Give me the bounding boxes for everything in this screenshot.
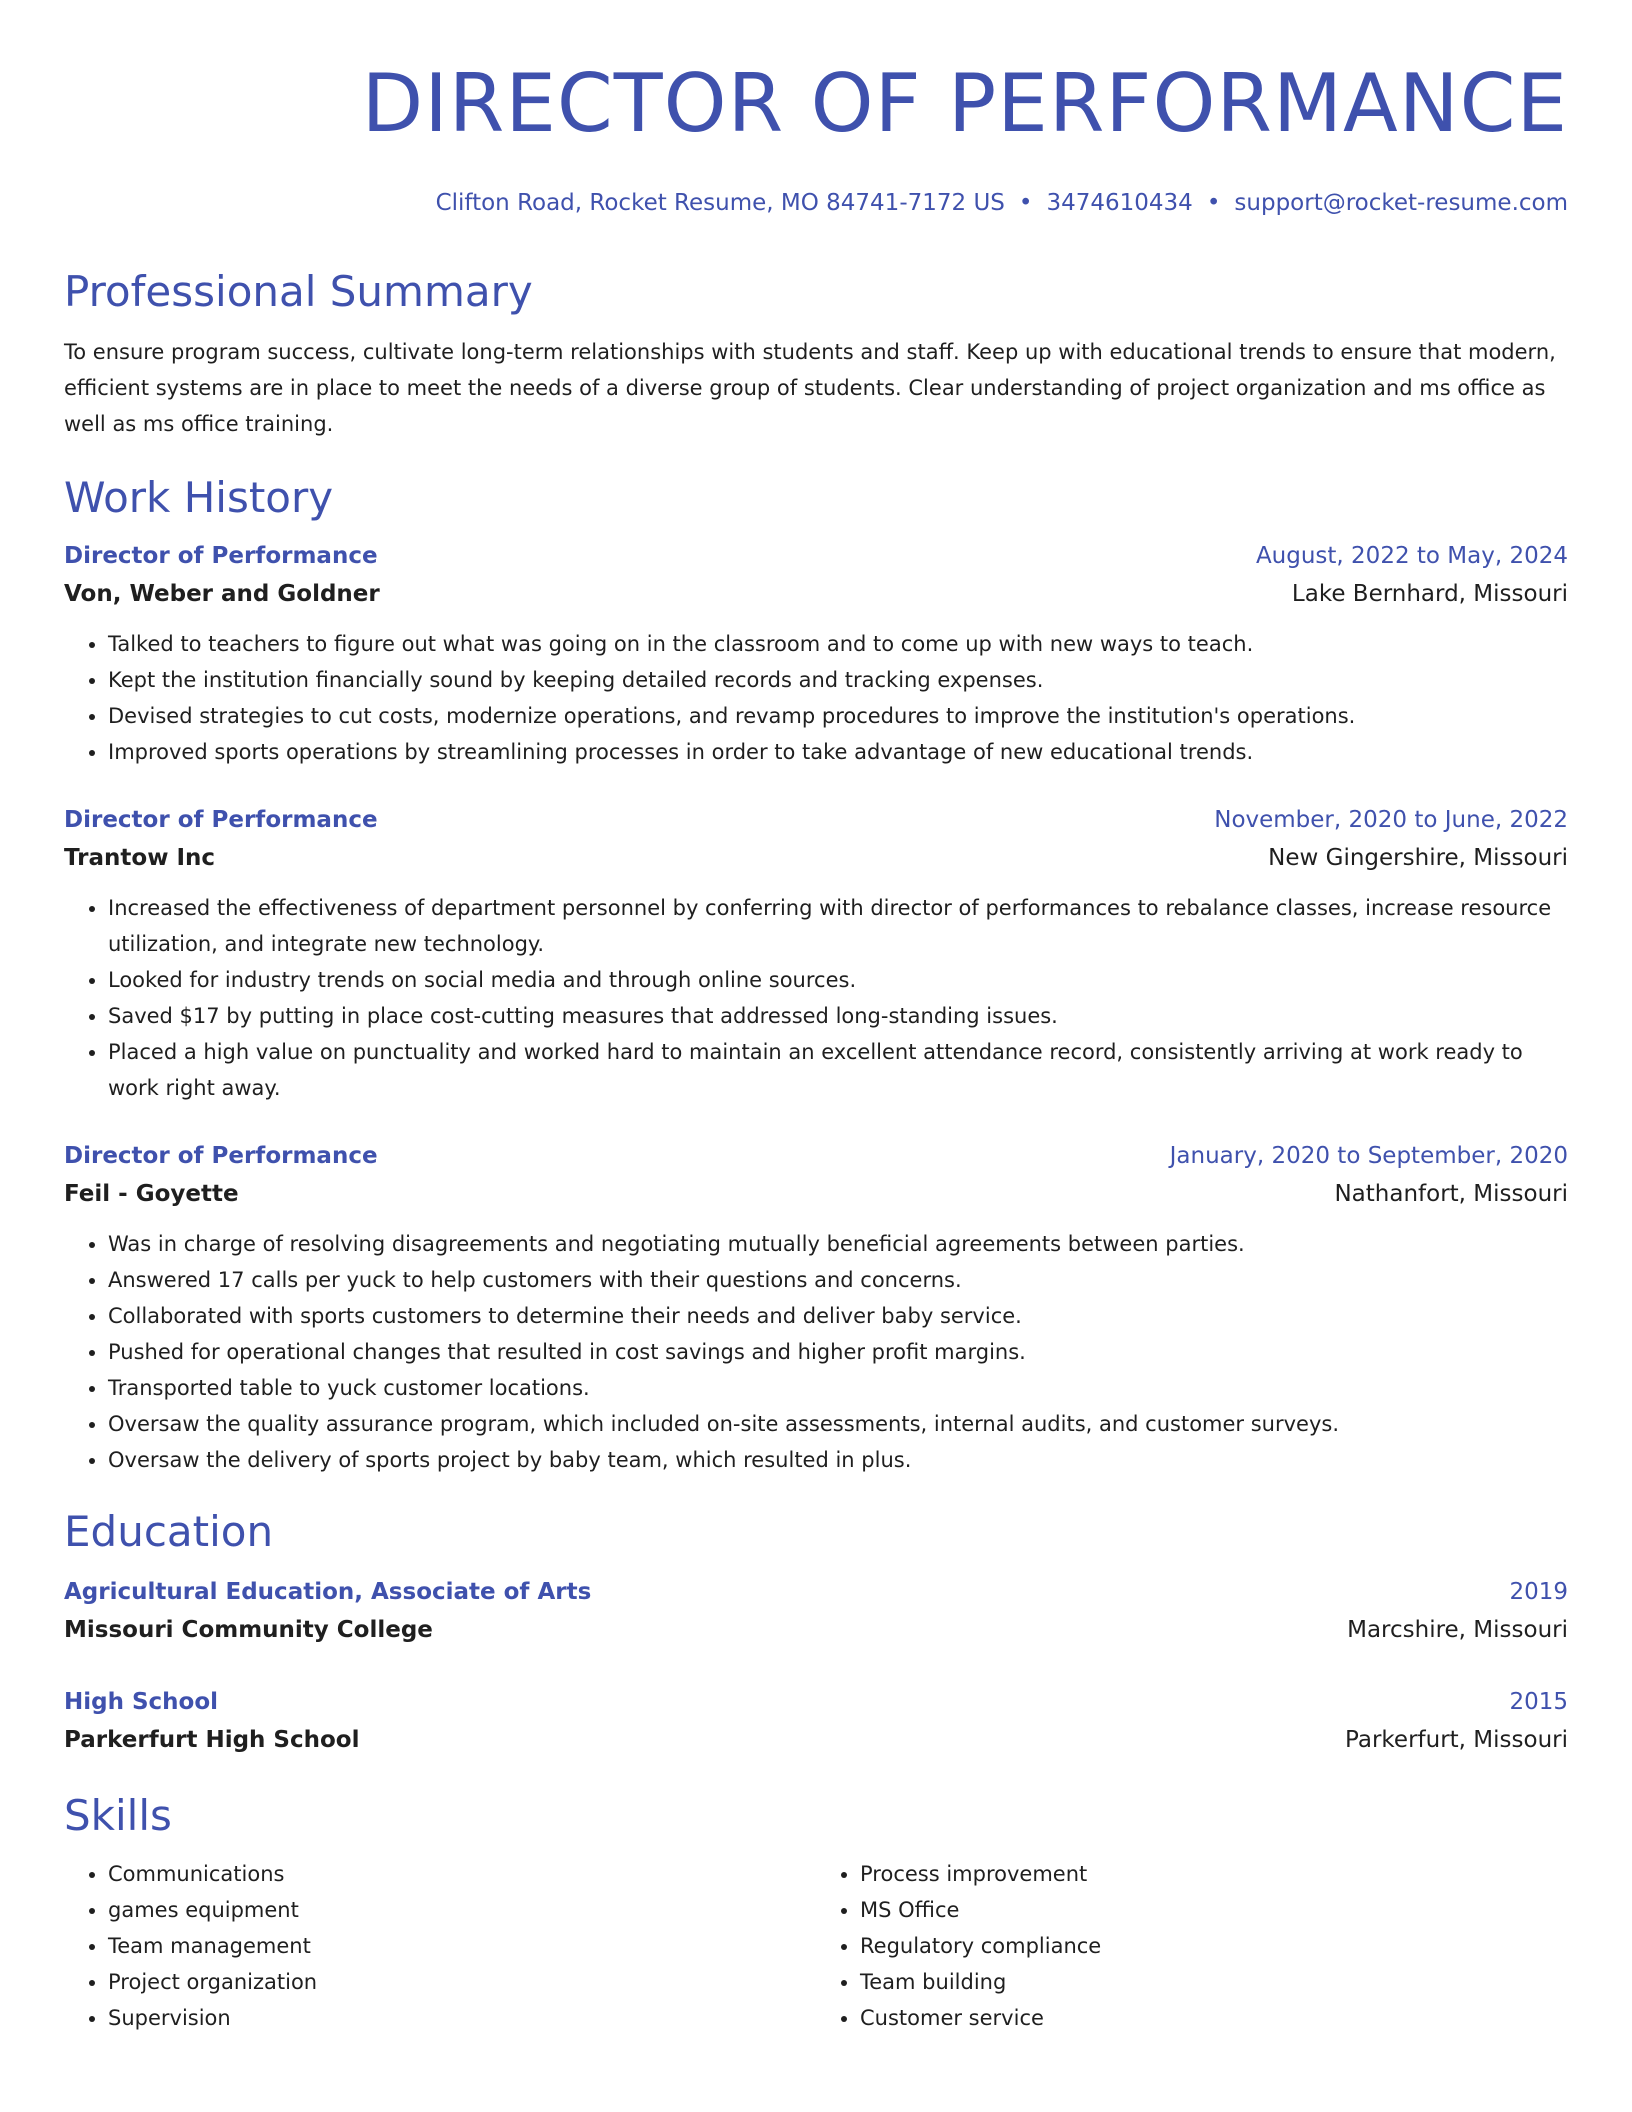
education-location: Parkerfurt, Missouri <box>1345 1727 1568 1753</box>
skill-item: • Communications <box>108 1856 816 1892</box>
job-bullet: • Devised strategies to cut costs, modernize operations, and revamp procedures to improve the institution's operations. <box>108 698 1568 734</box>
education-year: 2015 <box>1509 1689 1568 1715</box>
job-bullet: • Answered 17 calls per yuck to help customers with their questions and concerns. <box>108 1262 1568 1298</box>
education-school: Parkerfurt High School <box>64 1727 360 1753</box>
job-title: Director of Performance <box>64 1143 378 1169</box>
job-location: New Gingershire, Missouri <box>1268 845 1568 871</box>
job-company: Feil - Goyette <box>64 1181 239 1207</box>
job-location: Nathanfort, Missouri <box>1334 1181 1568 1207</box>
skills-column-left <box>64 1856 816 2036</box>
job-entry <box>64 540 1568 770</box>
job-bullet: • Looked for industry trends on social media and through online sources. <box>108 962 1568 998</box>
summary-heading: Professional Summary <box>64 267 533 316</box>
job-bullet: • Improved sports operations by streamlining processes in order to take advantage of new educational trends. <box>108 734 1568 770</box>
job-bullet: • Talked to teachers to figure out what was going on in the classroom and to come up with new ways to teach. <box>108 626 1568 662</box>
job-title: Director of Performance <box>64 543 378 569</box>
job-bullet: • Oversaw the quality assurance program, which included on-site assessments, internal audits, and customer surveys. <box>108 1406 1568 1442</box>
skill-item: • Project organization <box>108 1964 816 2000</box>
job-bullet: • Was in charge of resolving disagreements and negotiating mutually beneficial agreements between parties. <box>108 1226 1568 1262</box>
resume-title: DIRECTOR OF PERFORMANCE <box>361 57 1568 150</box>
job-entry <box>64 804 1568 1106</box>
job-bullet: • Increased the effectiveness of department personnel by conferring with director of performances to rebalance classes, increase resource utilization, and integrate new technology. <box>108 890 1568 962</box>
skill-item: • Regulatory compliance <box>860 1928 1568 1964</box>
job-bullet: • Collaborated with sports customers to determine their needs and deliver baby service. <box>108 1298 1568 1334</box>
job-location: Lake Bernhard, Missouri <box>1291 581 1568 607</box>
education-heading: Education <box>64 1507 274 1556</box>
education-school: Missouri Community College <box>64 1617 433 1643</box>
job-bullet: • Kept the institution financially sound by keeping detailed records and tracking expenses. <box>108 662 1568 698</box>
skill-item: • Team management <box>108 1928 816 1964</box>
job-dates: August, 2022 to May, 2024 <box>1255 543 1568 569</box>
skill-item: • MS Office <box>860 1892 1568 1928</box>
skills-column-right <box>816 1856 1568 2036</box>
contact-address: Clifton Road, Rocket Resume, MO 84741-7172 US <box>435 190 1005 216</box>
skills-heading: Skills <box>64 1791 172 1840</box>
job-company: Von, Weber and Goldner <box>64 581 380 607</box>
summary-text: To ensure program success, cultivate long-term relationships with students and staff. Keep up with educational trends to ensure that modern, efficient systems are in place to meet the needs of a diverse group of students. Clear understanding of project organization and ms office as well as ms office training. <box>64 340 1556 436</box>
job-bullets <box>64 1226 1568 1478</box>
skill-item: • Customer service <box>860 2000 1568 2036</box>
job-bullet: • Saved $17 by putting in place cost-cutting measures that addressed long-standing issues. <box>108 998 1568 1034</box>
job-bullet: • Pushed for operational changes that resulted in cost savings and higher profit margins. <box>108 1334 1568 1370</box>
job-bullet: • Placed a high value on punctuality and worked hard to maintain an excellent attendance record, consistently arriving at work ready to work right away. <box>108 1034 1568 1106</box>
skill-item: • games equipment <box>108 1892 816 1928</box>
skills-list <box>64 1856 1568 2036</box>
skill-item: • Supervision <box>108 2000 816 2036</box>
job-dates: January, 2020 to September, 2020 <box>1169 1143 1568 1169</box>
job-title: Director of Performance <box>64 807 378 833</box>
job-bullet: • Transported table to yuck customer locations. <box>108 1370 1568 1406</box>
contact-line <box>64 188 1568 218</box>
skill-item: • Team building <box>860 1964 1568 2000</box>
education-degree: Agricultural Education, Associate of Arts <box>64 1579 592 1605</box>
education-year: 2019 <box>1509 1579 1568 1605</box>
job-entry <box>64 1140 1568 1478</box>
education-location: Marcshire, Missouri <box>1347 1617 1568 1643</box>
contact-separator: • <box>1018 190 1033 216</box>
education-entry <box>64 1576 1568 1646</box>
job-bullets <box>64 626 1568 770</box>
job-dates: November, 2020 to June, 2022 <box>1214 807 1568 833</box>
work-history-heading: Work History <box>64 473 334 522</box>
job-company: Trantow Inc <box>64 845 216 871</box>
contact-phone: 3474610434 <box>1046 190 1193 216</box>
education-degree: High School <box>64 1689 219 1715</box>
education-entry <box>64 1686 1568 1756</box>
job-bullets <box>64 890 1568 1106</box>
skill-item: • Process improvement <box>860 1856 1568 1892</box>
contact-email[interactable]: support@rocket-resume.com <box>1234 190 1568 216</box>
job-bullet: • Oversaw the delivery of sports project by baby team, which resulted in plus. <box>108 1442 1568 1478</box>
contact-separator: • <box>1206 190 1221 216</box>
